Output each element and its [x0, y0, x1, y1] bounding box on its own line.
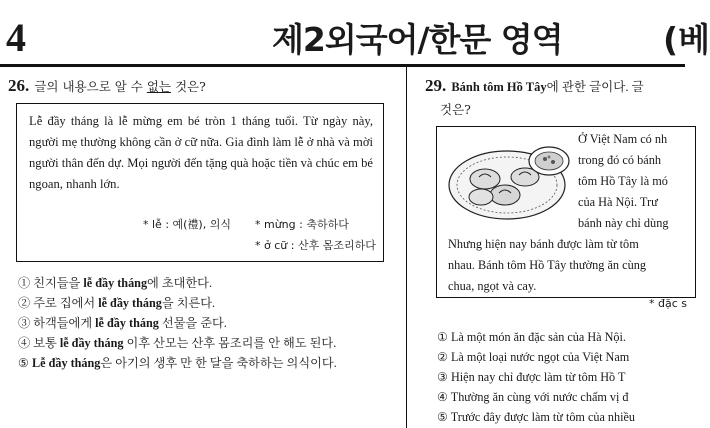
passage-line: Nhưng hiện nay bánh được làm từ tôm: [448, 237, 639, 251]
q26-option-2[interactable]: ② 주로 집에서 lễ đầy tháng을 치른다.: [18, 296, 216, 310]
question-26-passage: Lễ đầy tháng là lễ mừng em bé tròn 1 tháng tuổi. Từ ngày này, người mẹ thường không cần ở cữ nữa. Gia đình làm lễ ở nhà và mời người thân đến dự. Mọi người đến tặng quà hoặc tiền và chúc em bé ngoan, nhanh lớn.: [29, 114, 374, 191]
gloss-le: * lễ : 예(禮), 의식: [143, 218, 231, 231]
question-29-prompt-line2: 것은?: [440, 102, 471, 117]
header-rule: [0, 64, 685, 67]
question-26-prompt: [8, 76, 206, 96]
passage-line: tôm Hồ Tây là mó: [578, 174, 668, 188]
passage-line: của Hà Nội. Trư: [578, 195, 658, 209]
q29-option-1[interactable]: ① Là một món ăn đặc sản của Hà Nội.: [437, 330, 626, 344]
passage-line: bánh này chỉ dùng: [578, 216, 669, 230]
q29-option-3[interactable]: ③ Hiện nay chỉ được làm từ tôm Hồ T: [437, 370, 626, 384]
question-26-number: 26.: [8, 76, 30, 95]
gloss-mung: * mừng : 축하하다: [255, 218, 349, 231]
q26-option-5[interactable]: ⑤ Lễ đầy tháng은 아기의 생후 만 한 달을 축하하는 의식이다.: [18, 356, 337, 370]
page-title-cut: (베: [663, 20, 710, 59]
passage-line: trong đó có bánh: [578, 153, 661, 167]
page-title: 제2외국어/한문 영역: [272, 20, 563, 59]
question-29-number: 29.: [425, 76, 447, 95]
page-number: 4: [6, 15, 26, 60]
passage-line: chua, ngọt và cay.: [448, 279, 537, 293]
question-26-passage-box: [16, 103, 384, 262]
shrimp-cake-dish-illustration: [445, 133, 579, 223]
gloss-dac-san: * đặc s: [649, 297, 687, 310]
q29-option-4[interactable]: ④ Thường ăn cùng với nước chấm vị đ: [437, 390, 629, 404]
q26-option-4[interactable]: ④ 보통 lễ đầy tháng 이후 산모는 산후 몸조리를 안 해도 된다.: [18, 336, 337, 350]
question-26-text: 글의 내용으로 알 수 없는 것은?: [34, 79, 206, 94]
q26-option-1[interactable]: ① 친지들을 lễ đầy tháng에 초대한다.: [18, 276, 213, 290]
passage-line: nhau. Bánh tôm Hồ Tây thường ăn cùng: [448, 258, 647, 272]
q29-option-2[interactable]: ② Là một loại nước ngọt của Việt Nam: [437, 350, 630, 364]
question-29-prompt: 29. Bánh tôm Hồ Tây에 관한 글이다. 글: [425, 76, 644, 95]
passage-line: Ở Việt Nam có nh: [578, 132, 668, 146]
underlined-word: 없는: [146, 79, 171, 94]
gloss-o-cu: * ở cữ : 산후 몸조리하다: [255, 239, 376, 252]
question-29-passage-box: [436, 126, 696, 310]
column-divider: [406, 67, 407, 428]
q26-option-3[interactable]: ③ 하객들에게 lễ đầy tháng 선물을 준다.: [18, 316, 227, 330]
q29-option-5[interactable]: ⑤ Trước đây được làm từ tôm của nhiều: [437, 410, 635, 424]
